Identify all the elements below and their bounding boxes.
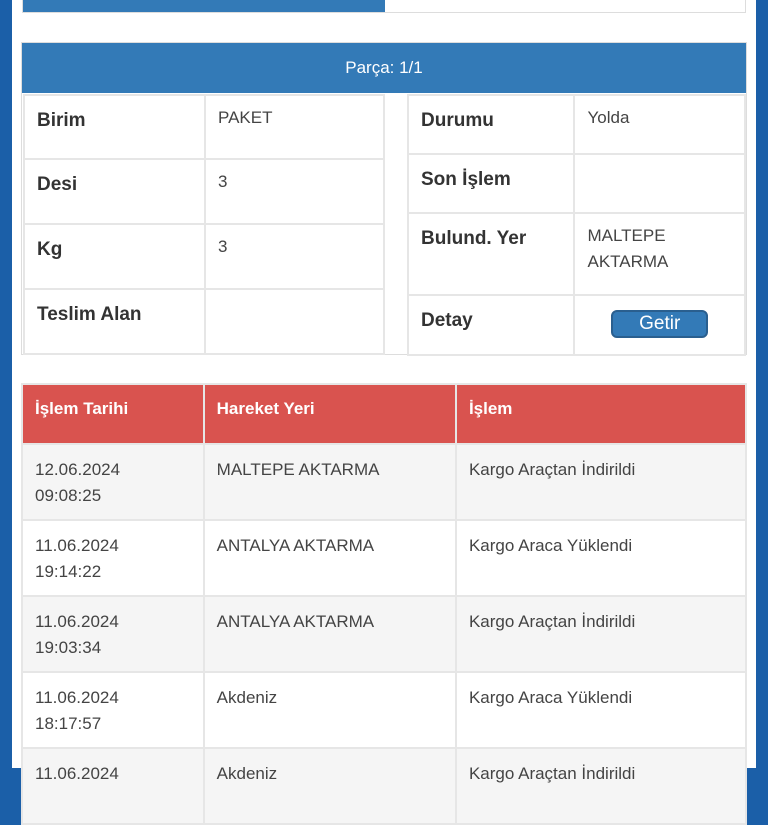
info-row-son-islem: [408, 154, 745, 213]
info-row-bulund-yer: [408, 213, 745, 295]
info-label: Desi: [24, 159, 205, 224]
date-cell: [22, 672, 204, 748]
previous-panel-header: [23, 0, 385, 12]
place-cell: Akdeniz: [204, 748, 456, 824]
info-row-durumu: [408, 95, 745, 154]
action-cell: Kargo Araçtan İndirildi: [456, 748, 746, 824]
table-row: [22, 520, 746, 596]
row-time: 19:14:22: [35, 562, 102, 581]
info-label: Teslim Alan: [24, 289, 205, 354]
piece-info-right-table: [407, 94, 746, 356]
row-date: 12.06.2024: [35, 460, 121, 479]
info-row-teslim-alan: [24, 289, 384, 354]
info-value: MALTEPE AKTARMA: [574, 213, 745, 295]
column-header-hareket-yeri: Hareket Yeri: [204, 384, 456, 444]
detail-cell: [574, 295, 745, 355]
info-row-detay: [408, 295, 745, 355]
table-row: [22, 672, 746, 748]
date-cell: [22, 444, 204, 520]
action-cell: Kargo Araca Yüklendi: [456, 520, 746, 596]
info-value: PAKET: [205, 95, 384, 159]
info-row-birim: [24, 95, 384, 159]
action-cell: Kargo Araca Yüklendi: [456, 672, 746, 748]
getir-button[interactable]: Getir: [611, 310, 708, 338]
piece-info-left-table: [23, 94, 385, 355]
info-value: Yolda: [574, 95, 745, 154]
table-header-row: [22, 384, 746, 444]
shipment-piece-panel: [21, 42, 747, 355]
panel-title: Parça: 1/1: [22, 43, 746, 93]
place-cell: ANTALYA AKTARMA: [204, 520, 456, 596]
info-label: Kg: [24, 224, 205, 289]
info-value: [205, 289, 384, 354]
row-time: 18:17:57: [35, 714, 102, 733]
action-cell: Kargo Araçtan İndirildi: [456, 596, 746, 672]
info-row-desi: [24, 159, 384, 224]
info-label: Birim: [24, 95, 205, 159]
info-value: 3: [205, 159, 384, 224]
place-cell: Akdeniz: [204, 672, 456, 748]
info-label: Bulund. Yer: [408, 213, 574, 295]
row-time: 19:03:34: [35, 638, 102, 657]
table-row: [22, 444, 746, 520]
row-date: 11.06.2024: [35, 764, 119, 783]
movement-history-table: [21, 383, 747, 825]
column-header-islem: İşlem: [456, 384, 746, 444]
column-header-islem-tarihi: İşlem Tarihi: [22, 384, 204, 444]
info-label: Detay: [408, 295, 574, 355]
page-right-edge: [756, 320, 768, 768]
row-date: 11.06.2024: [35, 536, 119, 555]
date-cell: [22, 520, 204, 596]
info-value: 3: [205, 224, 384, 289]
info-label: Durumu: [408, 95, 574, 154]
place-cell: MALTEPE AKTARMA: [204, 444, 456, 520]
action-cell: Kargo Araçtan İndirildi: [456, 444, 746, 520]
info-row-kg: [24, 224, 384, 289]
table-row: [22, 596, 746, 672]
row-date: 11.06.2024: [35, 688, 119, 707]
row-date: 11.06.2024: [35, 612, 119, 631]
info-label: Son İşlem: [408, 154, 574, 213]
table-row: [22, 748, 746, 824]
place-cell: ANTALYA AKTARMA: [204, 596, 456, 672]
info-value: [574, 154, 745, 213]
previous-panel-edge: [22, 0, 746, 13]
date-cell: [22, 748, 204, 824]
date-cell: [22, 596, 204, 672]
row-time: 09:08:25: [35, 486, 102, 505]
